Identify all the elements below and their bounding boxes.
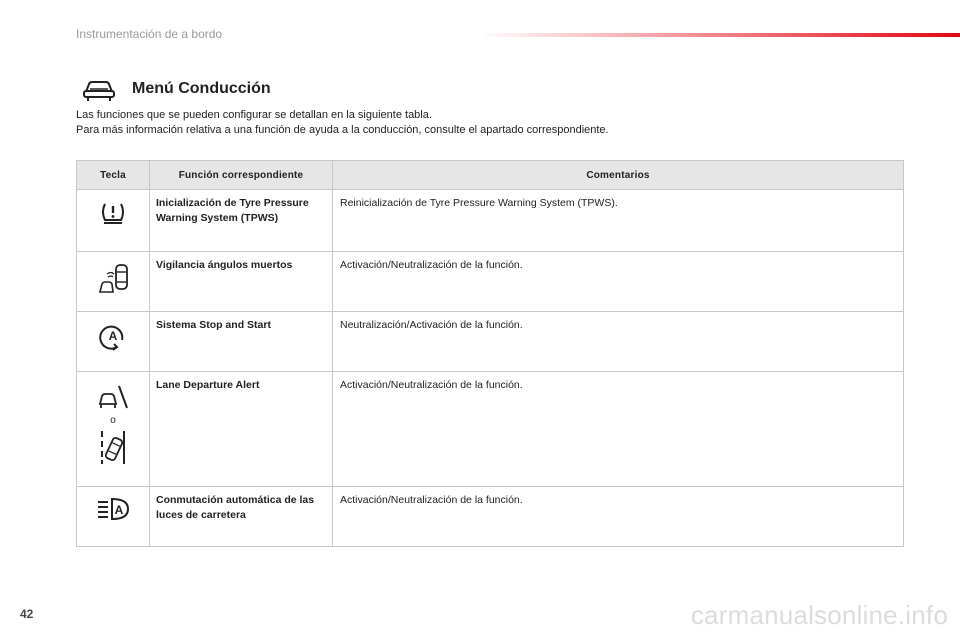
tire-pressure-warning-icon [99,200,127,226]
function-cell: Inicialización de Tyre Pressure Warning System (TPWS) [150,190,333,252]
key-cell [77,312,150,372]
comment-cell: Activación/Neutralización de la función. [333,372,904,487]
auto-high-beam-icon [96,497,130,521]
blind-spot-monitoring-icon [96,262,130,296]
page-number: 42 [20,607,34,621]
header-comment: Comentarios [333,161,904,190]
lane-departure-icon [97,382,129,410]
stop-start-icon [99,322,127,352]
key-cell [77,487,150,547]
key-cell [77,372,150,487]
section-title: Menú Conducción [132,80,271,97]
table-row [77,190,904,252]
header-gradient-rule [478,33,960,37]
function-cell: Lane Departure Alert [150,372,333,487]
function-cell: Sistema Stop and Start [150,312,333,372]
function-cell: Conmutación automática de las luces de carretera [150,487,333,547]
functions-table [76,160,904,547]
table-header-row [77,161,904,190]
or-label: o [110,415,116,426]
intro-line-1: Las funciones que se pueden configurar se detallan en la siguiente tabla. [76,109,432,121]
watermark: carmanualsonline.info [690,600,948,630]
svg-text:A: A [114,503,124,517]
key-cell [77,190,150,252]
comment-cell: Neutralización/Activación de la función. [333,312,904,372]
car-icon [82,76,116,102]
key-cell [77,252,150,312]
table-row [77,252,904,312]
svg-text:A: A [108,329,118,343]
function-cell: Vigilancia ángulos muertos [150,252,333,312]
section-heading [82,76,271,102]
comment-cell: Activación/Neutralización de la función. [333,252,904,312]
intro-text [76,108,609,138]
header-key: Tecla [77,161,150,190]
header-function: Función correspondiente [150,161,333,190]
intro-line-2: Para más información relativa a una función de ayuda a la conducción, consulte el apartado correspondiente. [76,124,609,136]
comment-cell: Reinicialización de Tyre Pressure Warning System (TPWS). [333,190,904,252]
table-row [77,487,904,547]
table-row [77,372,904,487]
table-row [77,312,904,372]
lane-departure-alt-icon [97,429,129,465]
running-header: Instrumentación de a bordo [76,27,223,41]
comment-cell: Activación/Neutralización de la función. [333,487,904,547]
